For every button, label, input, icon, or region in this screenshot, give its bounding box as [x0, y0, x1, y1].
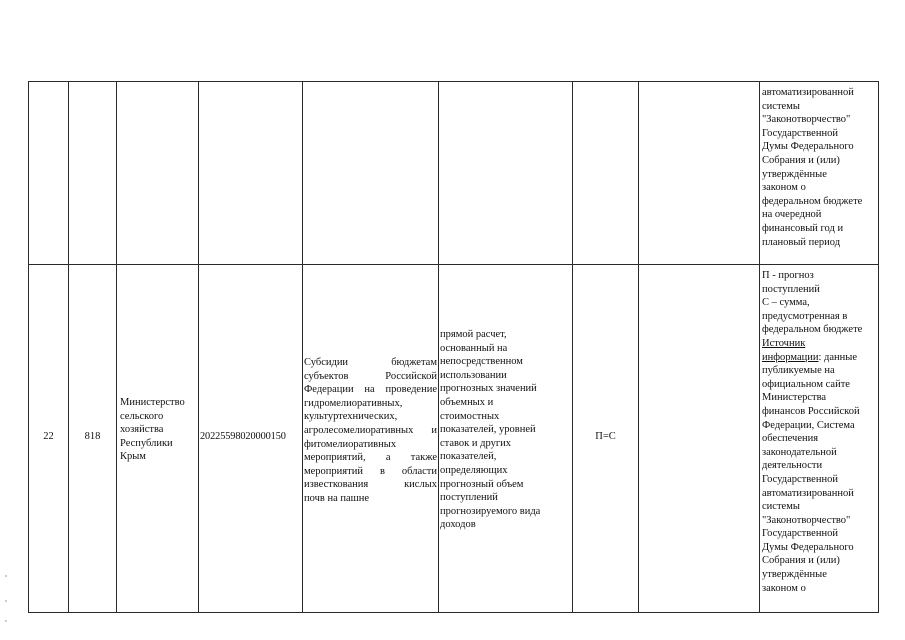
col-border-7 — [638, 81, 639, 612]
col-border-0 — [28, 81, 29, 612]
col-border-1 — [68, 81, 69, 612]
ministry-name: Министерство сельского хозяйства Республики Крым — [120, 397, 185, 463]
description-line: мероприятий, а также — [304, 452, 437, 464]
source-info-cell — [762, 269, 878, 595]
revenue-description — [304, 356, 437, 506]
col-border-5 — [438, 81, 439, 612]
scan-speck — [5, 575, 7, 577]
col-border-2 — [116, 81, 117, 612]
row-number: 22 — [43, 431, 54, 442]
source-info-text: : данные публикуемые на официальном сайте Министерства финансов Российской Федерации, Система обеспечения законодательной деятельности Государственной автоматизированной системы "Законотворчество" Государственной Думы Федерального Собрания и (или) утверждённые законом о — [762, 351, 860, 594]
description-line: Федерации на проведение — [304, 384, 437, 396]
description-line: субъектов Российской — [304, 370, 437, 382]
admin-code: 818 — [84, 431, 101, 442]
description-line: мероприятий в области — [304, 465, 437, 477]
kbk-code: 20225598020000150 — [200, 431, 286, 442]
col-border-8 — [759, 81, 760, 612]
description-line: агролесомелиоративных и — [304, 424, 437, 436]
formula: П=С — [595, 431, 616, 442]
description-line: культуртехнических, — [304, 411, 398, 423]
description-line: гидромелиоративных, — [304, 397, 403, 409]
col-border-3 — [198, 81, 199, 612]
calculation-method: прямой расчет, основанный на непосредственном использовании прогнозных значений объемных и стоимостных показателей, уровней ставок и других показателей, определяющих прогнозный объем поступлений прогнозируемого вида доходов — [440, 329, 541, 531]
prev-row-source-text: автоматизированной системы "Законотворчество" Государственной Думы Федерального Собрания и (или) утверждённые законом о федеральном бюджете на очередной финансовый год и плановый период — [762, 87, 863, 248]
source-info-label: Источник информации — [762, 337, 819, 363]
description-line: фитомелиоративных — [304, 438, 397, 450]
scan-speck — [5, 600, 7, 602]
scan-speck — [5, 620, 7, 622]
description-line: известкования кислых — [304, 479, 437, 491]
description-line: почв на пашне — [304, 492, 370, 504]
col-border-6 — [572, 81, 573, 612]
row-divider — [28, 264, 879, 265]
col-border-4 — [302, 81, 303, 612]
col-border-9 — [878, 81, 879, 612]
table-top-border — [28, 81, 879, 82]
table-bottom-border — [28, 612, 879, 613]
formula-legend: П - прогноз поступлений С – сумма, предусмотренная в федеральном бюджете — [762, 270, 863, 336]
description-line: Субсидии бюджетам — [304, 357, 437, 368]
